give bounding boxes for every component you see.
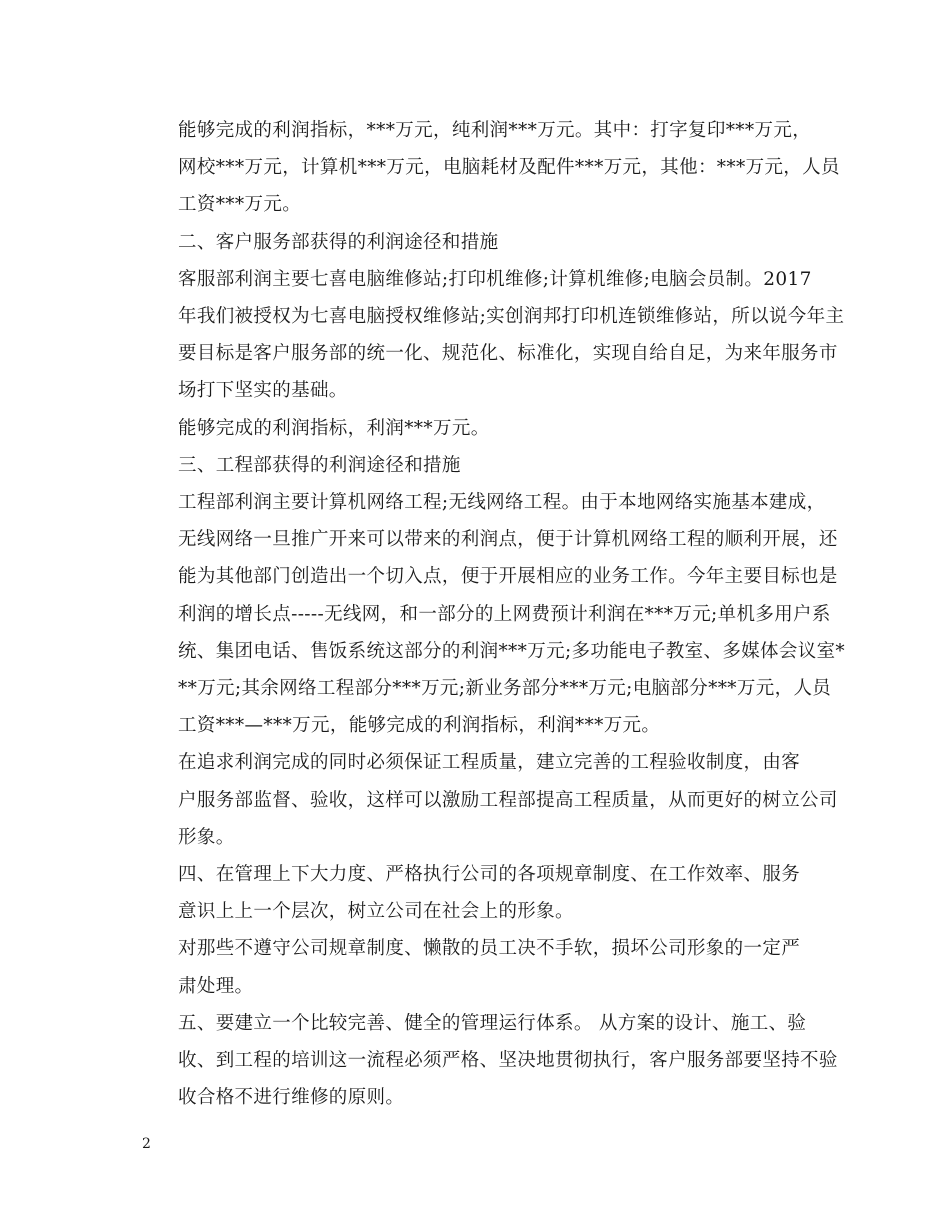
text-line: 利润的增长点-----无线网，和一部分的上网费预计利润在***万元;单机多用户系 [178,603,831,625]
text-line: 收、到工程的培训这一流程必须严格、坚决地贯彻执行，客户服务部要坚持不验 [178,1050,838,1072]
section-heading-management [141,856,813,930]
text-line: **万元;其余网络工程部分***万元;新业务部分***万元;电脑部分***万元，人员 [178,678,832,700]
text-line: 年我们被授权为七喜电脑授权维修站;实创润邦打印机连锁维修站，所以说今年主 [178,306,845,328]
text-line: 工资***万元。 [178,194,302,216]
text-line: 意识上上一个层次，树立公司在社会上的形象。 [178,901,574,923]
text-line: 对那些不遵守公司规章制度、懒散的员工决不手软，损坏公司形象的一定严 [178,938,801,960]
text-line: 四、在管理上下大力度、严格执行公司的各项规章制度、在工作效率、服务 [178,864,801,886]
text-line: 收合格不进行维修的原则。 [178,1087,405,1109]
text-line: 要目标是客户服务部的统一化、规范化、标准化，实现自给自足，为来年服务市 [178,343,838,365]
paragraph-discipline [141,930,813,1004]
heading-text: 三、工程部获得的利润途径和措施 [178,454,461,476]
text-line: 户服务部监督、验收，这样可以激励工程部提高工程质量，从而更好的树立公司 [178,789,838,811]
paragraph-engineering [141,484,846,744]
section-heading-customer-service [141,224,813,261]
text-line: 五、要建立一个比较完善、健全的管理运行体系。 从方案的设计、施工、验 [178,1012,807,1034]
paragraph-customer-service [141,261,845,410]
section-heading-operation-system [141,1005,838,1117]
paragraph-profit-target [141,112,840,224]
text-line: 工资***—***万元，能够完成的利润指标，利润***万元。 [178,715,661,737]
text-line: 网校***万元，计算机***万元，电脑耗材及配件***万元，其他：***万元，人员 [178,157,840,179]
section-heading-engineering [141,447,813,484]
heading-text: 二、客户服务部获得的利润途径和措施 [178,231,499,253]
text-line: 无线网络一旦推广开来可以带来的利润点，便于计算机网络工程的顺利开展，还 [178,529,838,551]
text-line: 场打下坚实的基础。 [178,380,348,402]
text-line: 统、集团电话、售饭系统这部分的利润***万元;多功能电子教室、多媒体会议室* [178,640,846,662]
text-line: 客服部利润主要七喜电脑维修站;打印机维修;计算机维修;电脑会员制。2017 [178,268,812,290]
text-line: 在追求利润完成的同时必须保证工程质量，建立完善的工程验收制度，由客 [178,752,801,774]
text-line: 能够完成的利润指标，利润***万元。 [178,417,490,439]
text-line: 能够完成的利润指标，***万元，纯利润***万元。其中：打字复印***万元， [178,120,812,141]
document-body [141,112,846,1116]
text-line: 工程部利润主要计算机网络工程;无线网络工程。由于本地网络实施基本建成， [178,492,826,514]
paragraph-customer-service-target [141,410,813,447]
text-line: 形象。 [178,826,235,848]
page-number: 2 [142,1136,151,1152]
paragraph-quality [141,744,838,856]
text-line: 肃处理。 [178,975,254,997]
text-line: 能为其他部门创造出一个切入点，便于开展相应的业务工作。今年主要目标也是 [178,566,838,588]
